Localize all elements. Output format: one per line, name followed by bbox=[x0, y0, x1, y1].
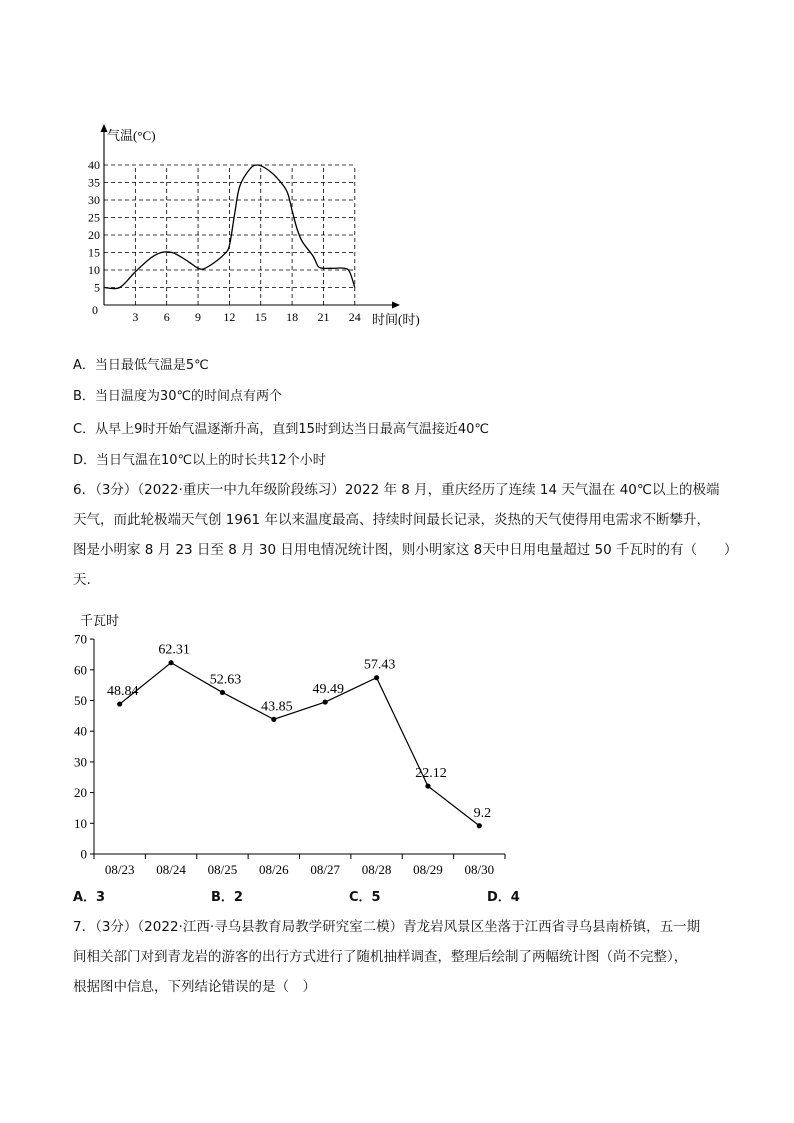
temperature-y-tick: 20 bbox=[88, 228, 100, 242]
temperature-y-tick: 25 bbox=[88, 210, 100, 225]
temperature-x-tick: 3 bbox=[132, 310, 139, 324]
electricity-data-label: 48.84 bbox=[106, 684, 139, 700]
electricity-points bbox=[117, 657, 482, 828]
temperature-origin-label: 0 bbox=[92, 303, 98, 317]
q6-line-2: 天气，而此轮极端天气创 1961 年以来温度最高、持续时间最长记录，炎热的天气使得用电需求不断攀升， bbox=[73, 512, 710, 528]
q6-choice-c: C．5 bbox=[349, 890, 381, 905]
question-6 bbox=[73, 475, 738, 595]
electricity-y-tick: 70 bbox=[74, 631, 87, 647]
q5-option-c: C．从早上9时开始气温逐渐升高，直到15时到达当日最高气温接近40℃ bbox=[73, 422, 490, 437]
electricity-point bbox=[168, 660, 173, 665]
temperature-y-tick: 35 bbox=[88, 175, 100, 190]
temperature-y-tick: 30 bbox=[88, 193, 100, 207]
temperature-y-tick: 5 bbox=[94, 280, 100, 295]
q6-line-3: 图是小明家 8 月 23 日至 8 月 30 日用电情况统计图，则小明家这 8天中日用电量超过 50 千瓦时的有（ ） bbox=[73, 542, 738, 558]
question-7 bbox=[73, 912, 733, 1002]
electricity-x-tick: 08/23 bbox=[104, 862, 135, 877]
electricity-y-tick: 30 bbox=[74, 754, 87, 770]
electricity-y-tick: 40 bbox=[74, 723, 87, 739]
electricity-y-tick: 60 bbox=[74, 662, 87, 678]
electricity-y-axis-label: 千瓦时 bbox=[80, 613, 120, 628]
electricity-x-tick: 08/24 bbox=[156, 862, 186, 877]
q7-line-2: 间相关部门对到青龙岩的游客的出行方式进行了随机抽样调查，整理后绘制了两幅统计图（尚不完整）， bbox=[73, 949, 688, 965]
electricity-y-tick: 10 bbox=[74, 815, 87, 831]
electricity-x-tick: 08/28 bbox=[361, 862, 392, 877]
electricity-data-label: 57.43 bbox=[363, 657, 396, 673]
q7-line-1: 7．（3分）（2022·江西·寻乌县教育局教学研究室二模）青龙岩风景区坐落于江西省寻乌县南桥镇，五一期 bbox=[73, 919, 701, 935]
electricity-point bbox=[477, 823, 482, 828]
temperature-x-tick: 15 bbox=[254, 310, 267, 324]
electricity-point bbox=[271, 717, 276, 722]
temperature-x-tick: 9 bbox=[195, 310, 202, 324]
electricity-tick-labels bbox=[74, 632, 494, 877]
electricity-data-labels bbox=[107, 643, 491, 821]
electricity-x-tick: 08/27 bbox=[310, 862, 340, 877]
electricity-x-tick: 08/29 bbox=[413, 862, 443, 877]
q5-option-b: B．当日温度为30℃的时间点有两个 bbox=[73, 389, 283, 404]
electricity-data-label: 62.31 bbox=[158, 642, 190, 658]
temperature-x-tick: 21 bbox=[317, 310, 330, 324]
electricity-data-label: 52.63 bbox=[209, 672, 242, 688]
electricity-data-label: 22.12 bbox=[415, 766, 447, 782]
q6-choice-d: D．4 bbox=[487, 890, 520, 905]
electricity-point bbox=[220, 690, 225, 695]
electricity-point bbox=[425, 783, 430, 788]
temperature-x-tick: 18 bbox=[286, 310, 299, 324]
q6-line-1: 6．（3分）（2022·重庆一中九年级阶段练习）2022 年 8 月，重庆经历了连续 14 天气温在 40℃以上的极端 bbox=[73, 482, 720, 498]
q6-choice-a: A．3 bbox=[73, 890, 106, 905]
temperature-y-tick: 15 bbox=[88, 245, 100, 260]
electricity-x-tick: 08/25 bbox=[207, 862, 238, 877]
electricity-y-tick: 0 bbox=[80, 846, 87, 862]
q6-choice-b: B．2 bbox=[211, 890, 243, 905]
q7-line-3: 根据图中信息，下列结论错误的是（ ） bbox=[73, 979, 316, 995]
electricity-x-tick: 08/30 bbox=[464, 862, 495, 877]
q5-option-d: D．当日气温在10℃以上的时长共12个小时 bbox=[73, 453, 326, 468]
temperature-y-tick: 40 bbox=[88, 158, 100, 172]
electricity-data-label: 9.2 bbox=[473, 805, 492, 821]
q5-option-a: A．当日最低气温是5℃ bbox=[73, 358, 209, 373]
electricity-point bbox=[323, 699, 328, 704]
temperature-x-tick: 24 bbox=[348, 310, 361, 324]
electricity-y-tick: 50 bbox=[74, 693, 87, 708]
q6-line-4: 天. bbox=[73, 572, 91, 588]
electricity-data-label: 43.85 bbox=[261, 699, 293, 715]
electricity-point bbox=[374, 675, 379, 680]
electricity-point bbox=[117, 701, 122, 706]
temperature-grid bbox=[104, 165, 355, 305]
temperature-chart bbox=[0, 0, 794, 340]
temperature-y-axis-label: 气温(°C) bbox=[107, 128, 156, 143]
electricity-y-tick: 20 bbox=[74, 785, 87, 801]
temperature-x-tick: 12 bbox=[223, 310, 236, 324]
electricity-axes bbox=[90, 639, 505, 859]
temperature-x-axis-label: 时间(时) bbox=[372, 312, 420, 327]
temperature-x-arrow bbox=[392, 302, 400, 309]
temperature-y-tick: 10 bbox=[88, 263, 100, 277]
temperature-x-tick: 6 bbox=[163, 310, 170, 324]
electricity-data-label: 49.49 bbox=[312, 682, 344, 698]
electricity-x-tick: 08/26 bbox=[259, 862, 289, 877]
electricity-line bbox=[120, 663, 480, 826]
electricity-chart bbox=[0, 600, 794, 880]
